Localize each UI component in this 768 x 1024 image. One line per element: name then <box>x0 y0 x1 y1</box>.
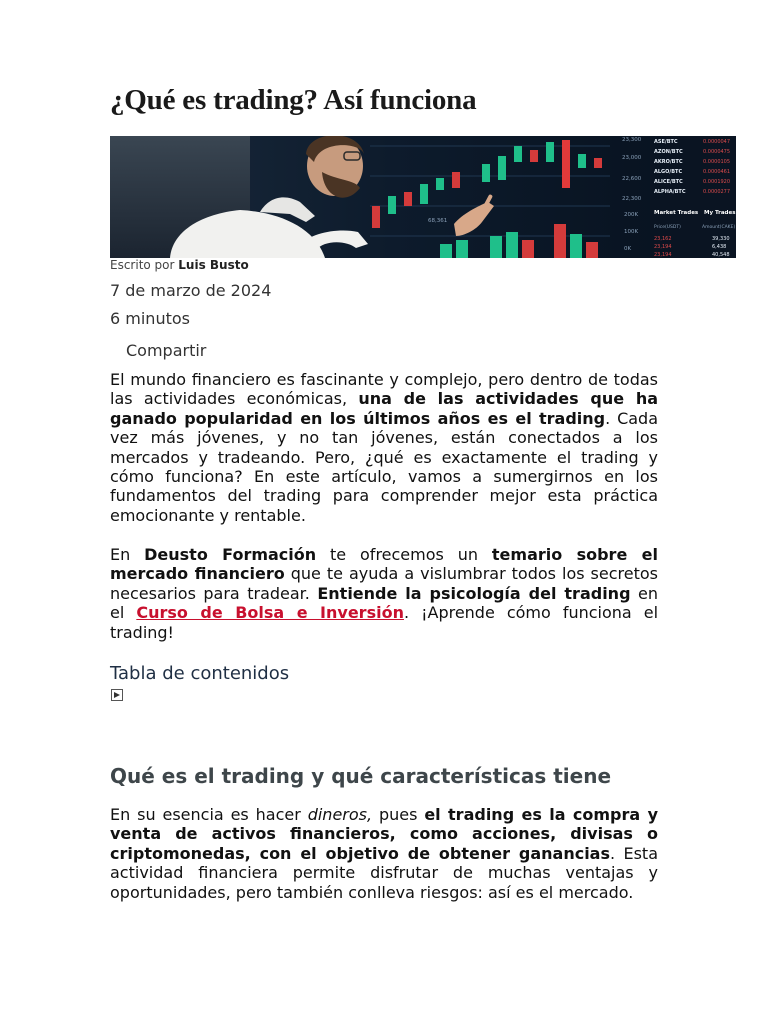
trader-chart-photo-icon <box>110 136 736 258</box>
section-paragraph: En su esencia es hacer dineros, pues el trading es la compra y venta de activos financieros, como acciones, divisas o criptomonedas, con el objetivo de obtener ganancias. Esta actividad financiera permite disfrutar de muchas ventajas y oportunidades, pero también conlleva riesgos: así es el mercado. <box>110 805 658 902</box>
panel-amount: 39,330 <box>712 236 730 242</box>
ticker-value: 0.0000277 <box>703 189 731 195</box>
panel-tab: Market Trades <box>654 210 699 216</box>
price-axis-label: 22,600 <box>622 176 642 182</box>
ticker-value: 0.0000461 <box>703 169 731 175</box>
read-time: 6 minutos <box>110 309 190 328</box>
intro-paragraph: El mundo financiero es fascinante y complejo, pero dentro de todas las actividades económicas, una de las actividades que ha ganado popularidad en los últimos años es el trading. Cada vez más jóvenes, y no tan jóvenes, están conectados a los mercados y tradeando. Pero, ¿qué es exactamente el trading y cómo funciona? En este artículo, vamos a sumergirnos en los fundamentos del trading para comprender mejor esta práctica emocionante y rentable. <box>110 370 659 525</box>
panel-amount: 40,548 <box>712 252 730 258</box>
byline <box>110 258 249 272</box>
section-heading: Qué es el trading y qué características tiene <box>110 764 612 788</box>
intro-paragraph-2: En Deusto Formación te ofrecemos un temario sobre el mercado financiero que te ayuda a vislumbrar todos los secretos necesarios para tradear. Entiende la psicología del trading en el Curso de Bolsa e Inversión. ¡Aprende cómo funciona el trading! <box>110 545 659 642</box>
byline-prefix: Escrito por <box>110 258 175 272</box>
chart-label: 68,361 <box>428 218 448 224</box>
ticker-value: 0.0000105 <box>703 159 731 165</box>
ticker-value: 0.0001920 <box>703 179 731 185</box>
ticker-name: ALICE/BTC <box>654 179 683 185</box>
ticker-value: 0.0000047 <box>703 139 731 145</box>
panel-amount: 6,438 <box>712 244 727 250</box>
panel-header: Amount(CAKE) <box>702 225 736 230</box>
share-button[interactable]: Compartir <box>126 341 207 360</box>
volume-axis-label: 100K <box>624 229 639 235</box>
page-title: ¿Qué es trading? Así funciona <box>110 84 477 116</box>
toc-toggle-icon[interactable] <box>111 689 123 701</box>
hero-image <box>110 136 736 258</box>
ticker-name: ALPHA/BTC <box>654 189 686 195</box>
price-axis-label: 22,300 <box>622 196 642 202</box>
price-axis-label: 23,000 <box>622 155 642 161</box>
ticker-value: 0.0000475 <box>703 149 731 155</box>
course-link[interactable]: Curso de Bolsa e Inversión <box>136 603 404 623</box>
price-axis-label: 23,300 <box>622 137 642 143</box>
panel-price: 23,194 <box>654 244 672 250</box>
author-link[interactable]: Luis Busto <box>178 258 249 272</box>
panel-price: 23,194 <box>654 252 672 258</box>
panel-header: Price(USDT) <box>654 225 681 230</box>
volume-axis-label: 200K <box>624 212 639 218</box>
ticker-name: AKRO/BTC <box>654 159 683 165</box>
publish-date: 7 de marzo de 2024 <box>110 281 272 300</box>
ticker-name: AZON/BTC <box>654 149 683 155</box>
toc-title[interactable]: Tabla de contenidos <box>110 663 290 684</box>
ticker-name: ASE/BTC <box>654 139 678 145</box>
panel-tab: My Trades <box>704 210 736 216</box>
volume-axis-label: 0K <box>624 246 632 252</box>
panel-price: 23,162 <box>654 236 672 242</box>
ticker-name: ALGO/BTC <box>654 169 683 175</box>
